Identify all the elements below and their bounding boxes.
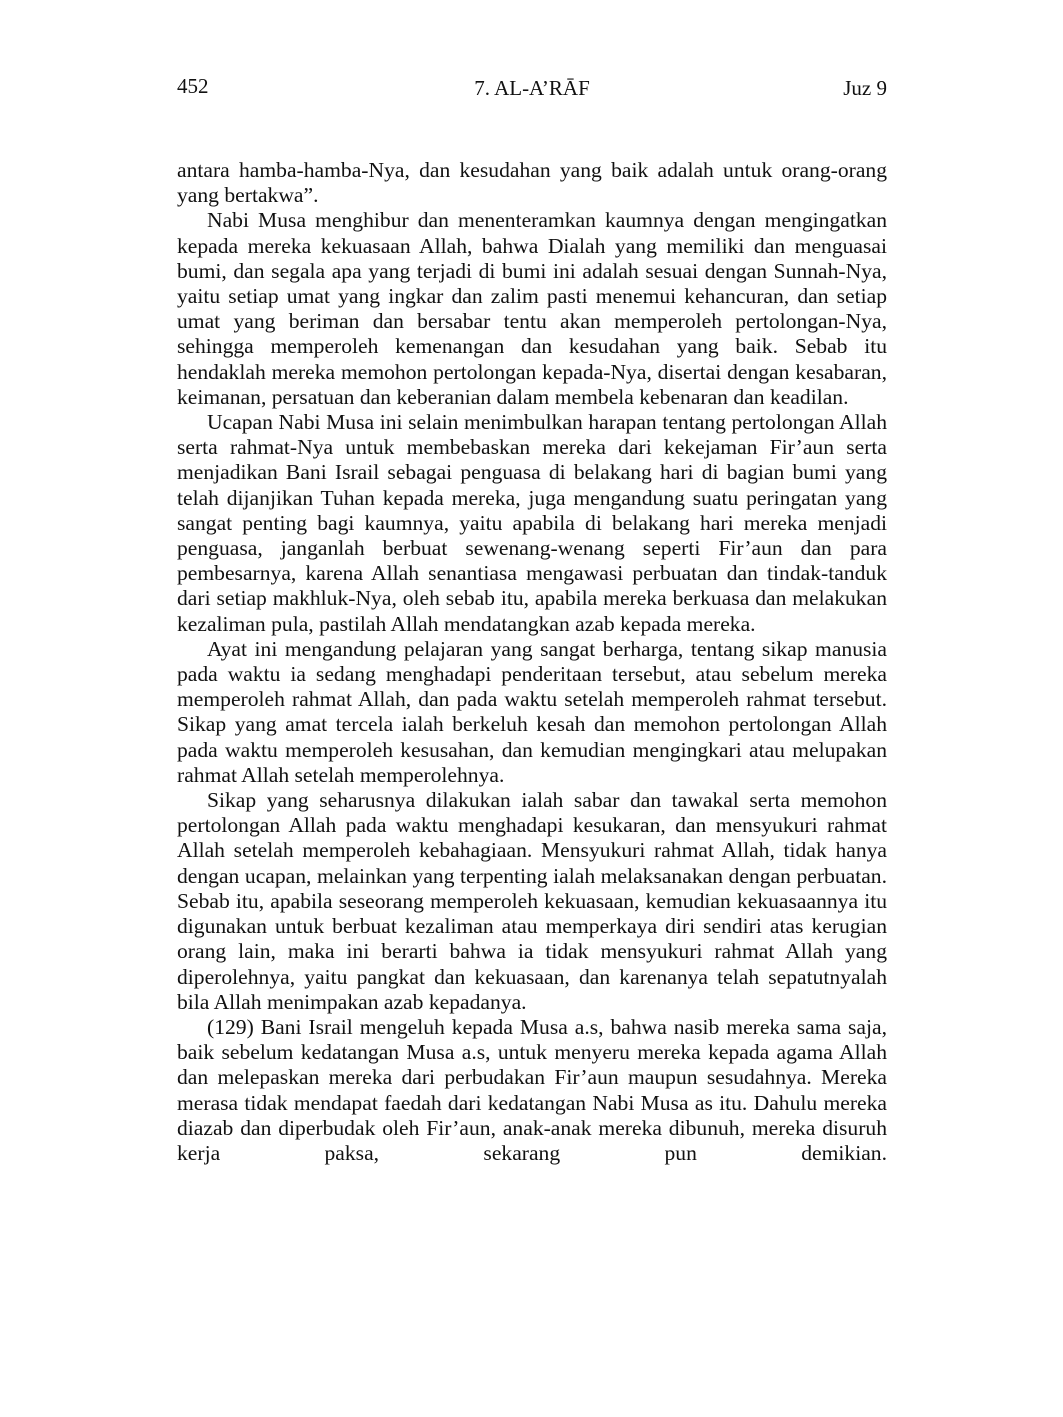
paragraph: Sikap yang seharusnya dilakukan ialah sabar dan tawakal serta memohon pertolongan Allah pada waktu menghadapi kesukaran, dan mensyukuri rahmat Allah setelah memperoleh kebahagiaan. Mensyukuri rahmat Allah, tidak hanya dengan ucapan, melainkan yang terpenting ialah melaksanakan dengan perbuatan. Sebab itu, apabila seseorang memperoleh kekuasaan, kemudian kekuasaannya itu digunakan untuk berbuat kezaliman atau memperkaya diri sendiri atas kerugian orang lain, maka ini berarti bahwa ia tidak mensyukuri rahmat Allah yang diperolehnya, yaitu pangkat dan kekuasaan, dan karenanya telah sepatutnyalah bila Allah menimpakan azab kepadanya. (177, 788, 887, 1014)
paragraph-verse-129: (129) Bani Israil mengeluh kepada Musa a.s, bahwa nasib mereka sama saja, baik sebelum kedatangan Musa a.s, untuk menyeru mereka kepada agama Allah dan melepaskan mereka dari perbudakan Fir’aun maupun sesudahnya. Mereka merasa tidak mendapat faedah dari kedatangan Nabi Musa as itu. Dahulu mereka diazab dan diperbudak oleh Fir’aun, anak-anak mereka dibunuh, mereka disuruh kerja paksa, sekarang pun demikian. (177, 1014, 887, 1165)
paragraph: Ayat ini mengandung pelajaran yang sangat berharga, tentang sikap manusia pada waktu ia sedang menghadapi penderitaan tersebut, atau sebelum mereka memperoleh rahmat Allah, dan pada waktu setelah memperoleh rahmat tersebut. Sikap yang amat tercela ialah berkeluh kesah dan memohon pertolongan Allah pada waktu memperoleh kesusahan, dan kemudian mengingkari atau melupakan rahmat Allah setelah memperolehnya. (177, 636, 887, 787)
body-text (177, 158, 887, 1166)
paragraph-continuation: antara hamba-hamba-Nya, dan kesudahan yang baik adalah untuk orang-orang yang bertakwa”. (177, 158, 887, 208)
juz-label: Juz 9 (843, 76, 887, 100)
page-number: 452 (177, 74, 209, 98)
paragraph: Ucapan Nabi Musa ini selain menimbulkan harapan tentang pertolongan Allah serta rahmat-Nya untuk membebaskan mereka dari kekejaman Fir’aun serta menjadikan Bani Israil sebagai penguasa di belakang hari di bagian bumi yang telah dijanjikan Tuhan kepada mereka, juga mengandung suatu peringatan yang sangat penting bagi kaumnya, yaitu apabila di belakang hari mereka menjadi penguasa, janganlah berbuat sewenang-wenang seperti Fir’aun dan para pembesarnya, karena Allah senantiasa mengawasi perbuatan dan tindak-tanduk dari setiap makhluk-Nya, oleh sebab itu, apabila mereka berkuasa dan melakukan kezaliman pula, pastilah Allah mendatangkan azab kepada mereka. (177, 410, 887, 636)
paragraph: Nabi Musa menghibur dan menenteramkan kaumnya dengan mengingatkan kepada mereka kekuasaan Allah, bahwa Dialah yang memiliki dan menguasai bumi, dan segala apa yang terjadi di bumi ini adalah sesuai dengan Sunnah-Nya, yaitu setiap umat yang ingkar dan zalim pasti menemui kehancuran, dan setiap umat yang beriman dan bersabar tentu akan memperoleh pertolongan-Nya, sehingga memperoleh kemenangan dan kesudahan yang baik. Sebab itu hendaklah mereka memohon pertolongan kepada-Nya, disertai dengan kesabaran, keimanan, persatuan dan keberanian dalam membela kebenaran dan keadilan. (177, 208, 887, 409)
page-header (177, 74, 887, 104)
chapter-title: 7. AL-A’RĀF (474, 76, 590, 100)
